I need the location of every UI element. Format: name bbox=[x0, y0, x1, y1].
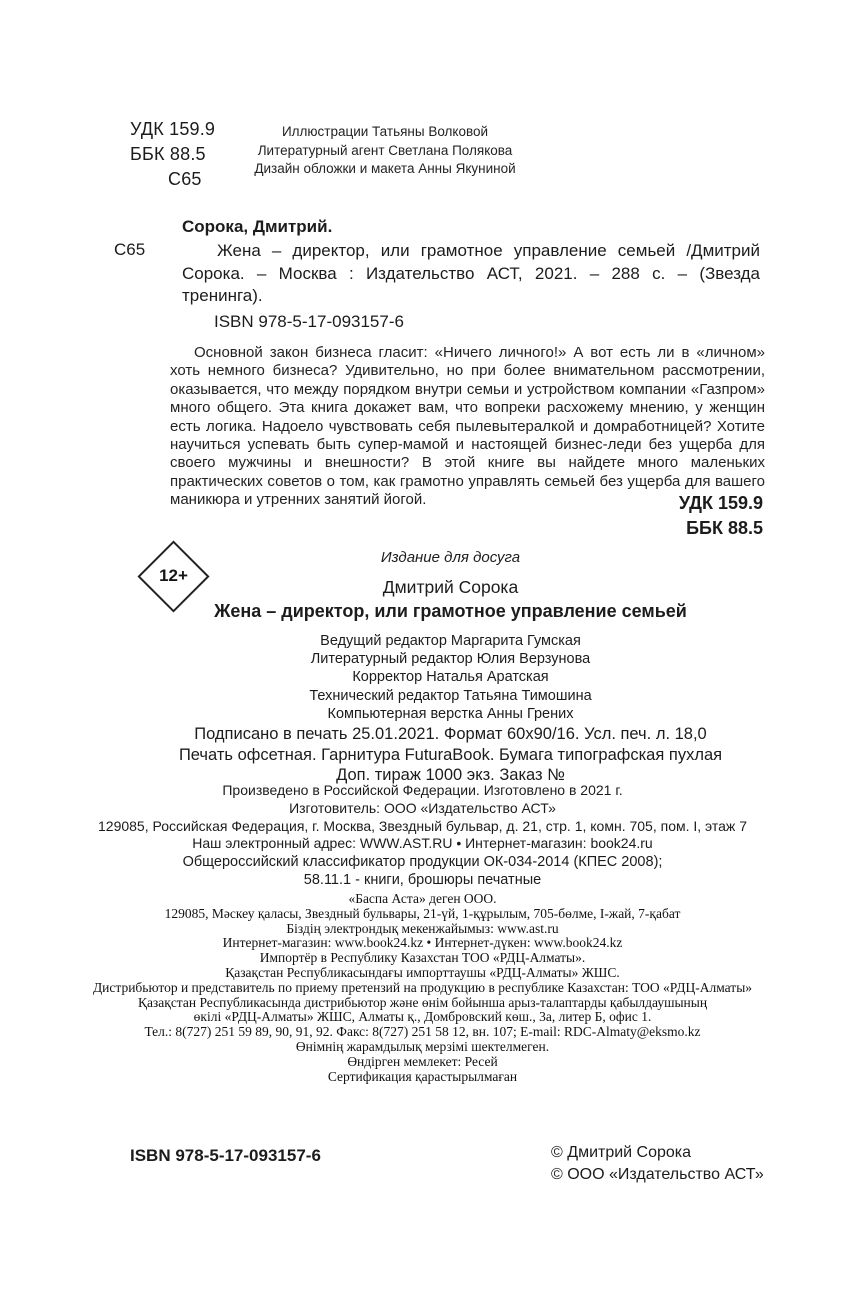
kazakh-line: «Баспа Аста» деген ООО. bbox=[348, 891, 497, 906]
manufacture-line: Изготовитель: ООО «Издательство АСТ» bbox=[289, 799, 556, 816]
kazakh-line: Біздің электрондық мекенжайымыз: www.ast.ru bbox=[286, 920, 559, 936]
kazakh-line: Өнімнің жарамдылық мерзімі шектелмеген. bbox=[295, 1038, 550, 1054]
kazakh-line: Дистрибьютор и представитель по приему претензий на продукцию в республике Казахстан: ТОО «РДЦ-Алматы» bbox=[92, 979, 753, 995]
credits-block bbox=[140, 123, 630, 179]
manufacture-line: 129085, Российская Федерация, г. Москва, Звездный бульвар, д. 21, стр. 1, комн. 705, пом. I, этаж 7 bbox=[98, 817, 747, 834]
kazakh-line: 129085, Мәскеу қаласы, Звездный бульвары, 21-үй, 1-құрылым, 705-бөлме, I-жай, 7-қабат bbox=[164, 905, 681, 921]
staff-technical-editor: Технический редактор Татьяна Тимошина bbox=[309, 687, 592, 704]
catalog-author: Сорока, Дмитрий. bbox=[182, 217, 333, 236]
staff-literary-editor: Литературный редактор Юлия Верзунова bbox=[310, 651, 591, 668]
credit-illustrations: Иллюстрации Татьяны Волковой bbox=[281, 124, 489, 139]
edition-title: Жена – директор, или грамотное управление семьей bbox=[214, 601, 687, 621]
book-annotation: Основной закон бизнеса гласит: «Ничего личного!» А вот есть ли в «личном» хоть немного бизнеса? Удивительно, но при более внимательном рассмотрении, оказывается, что между порядком внутри семьи и устройством компании «Газпром» много общего. Эта книга докажет вам, что вопреки расхожему мнению, у женщин есть логика. Надоело чувствовать себя пылевытералкой и домработницей? Хотите научиться успевать быть супер-мамой и настоящей бизнес-леди без ущерба для своего мужчины и внешности? В этой книге вы найдете много маленьких практических советов о том, как грамотно управлять семьей без ущерба для вашего маникюра и утренних занятий йогой. bbox=[170, 344, 765, 509]
print-info-block bbox=[138, 724, 763, 786]
kazakh-line: Қазақстан Республикасындағы импорттаушы «РДЦ-Алматы» ЖШС. bbox=[225, 964, 620, 980]
author-sign-code: С65 bbox=[168, 169, 202, 189]
kazakh-line: Импортёр в Республику Казахстан ТОО «РДЦ-Алматы». bbox=[259, 950, 586, 966]
copyright-publisher: © ООО «Издательство АСТ» bbox=[551, 1166, 764, 1183]
copyright-block bbox=[551, 1142, 764, 1186]
kazakh-line: Қазақстан Республикасында дистрибьютор және өнім бойынша арыз-талаптарды қабылдаушының bbox=[137, 994, 708, 1010]
footer-isbn: ISBN 978-5-17-093157-6 bbox=[130, 1146, 321, 1165]
print-info-line: Печать офсетная. Гарнитура FuturaBook. Бумага типографская пухлая bbox=[178, 745, 723, 764]
catalog-description: Жена – директор, или грамотное управление семьей /Дмитрий Сорока. – Москва : Издательство АСТ, 2021. – 288 с. – (Звезда тренинга). bbox=[182, 241, 760, 305]
udk-number: УДК 159.9 bbox=[130, 119, 216, 139]
classification-right-block bbox=[500, 491, 763, 541]
edition-type: Издание для досуга bbox=[380, 549, 521, 566]
kazakh-line: Тел.: 8(727) 251 59 89, 90, 91, 92. Факс: 8(727) 251 58 12, вн. 107; E-mail: RDC-Almaty@eksmo.kz bbox=[144, 1024, 701, 1040]
staff-lead-editor: Ведущий редактор Маргарита Гумская bbox=[320, 633, 581, 649]
copyright-author: © Дмитрий Сорока bbox=[551, 1144, 692, 1161]
bbk-number-right: ББК 88.5 bbox=[686, 518, 763, 538]
classifier-line: Общероссийский классификатор продукции ОК-034-2014 (КПЕС 2008); bbox=[182, 854, 663, 870]
udk-number-right: УДК 159.9 bbox=[678, 493, 763, 513]
kazakh-line: Интернет-магазин: www.book24.kz • Интернет-дүкен: www.book24.kz bbox=[222, 935, 623, 951]
catalog-code: С65 bbox=[114, 240, 146, 259]
classifier-block bbox=[40, 854, 805, 889]
print-info-line: Доп. тираж 1000 экз. Заказ № bbox=[336, 766, 565, 784]
edition-author: Дмитрий Сорока bbox=[382, 577, 519, 597]
credit-literary-agent: Литературный агент Светлана Полякова bbox=[257, 142, 513, 158]
staff-layout: Компьютерная верстка Анны Грених bbox=[327, 705, 574, 722]
staff-proofreader: Корректор Наталья Аратская bbox=[352, 669, 549, 686]
manufacture-line: Произведено в Российской Федерации. Изготовлено в 2021 г. bbox=[222, 782, 623, 798]
staff-block bbox=[138, 632, 763, 723]
kazakh-line: Өндірген мемлекет: Ресей bbox=[347, 1053, 498, 1069]
kazakh-line: Сертификация қарастырылмаған bbox=[327, 1068, 518, 1084]
catalog-isbn: ISBN 978-5-17-093157-6 bbox=[214, 312, 404, 331]
classifier-line: 58.11.1 - книги, брошюры печатные bbox=[303, 871, 542, 888]
manufacture-block bbox=[40, 782, 805, 853]
kazakh-line: өкілі «РДЦ-Алматы» ЖШС, Алматы қ., Домбровский көш., 3а, литер Б, офис 1. bbox=[193, 1009, 652, 1025]
credit-cover-design: Дизайн обложки и макета Анны Якуниной bbox=[254, 161, 516, 176]
print-info-line: Подписано в печать 25.01.2021. Формат 60х90/16. Усл. печ. л. 18,0 bbox=[194, 725, 707, 743]
age-rating-label: 12+ bbox=[159, 566, 188, 585]
kazakhstan-info-block bbox=[30, 892, 815, 1084]
manufacture-line: Наш электронный адрес: WWW.AST.RU • Интернет-магазин: book24.ru bbox=[192, 835, 653, 852]
bbk-number: ББК 88.5 bbox=[130, 144, 206, 164]
